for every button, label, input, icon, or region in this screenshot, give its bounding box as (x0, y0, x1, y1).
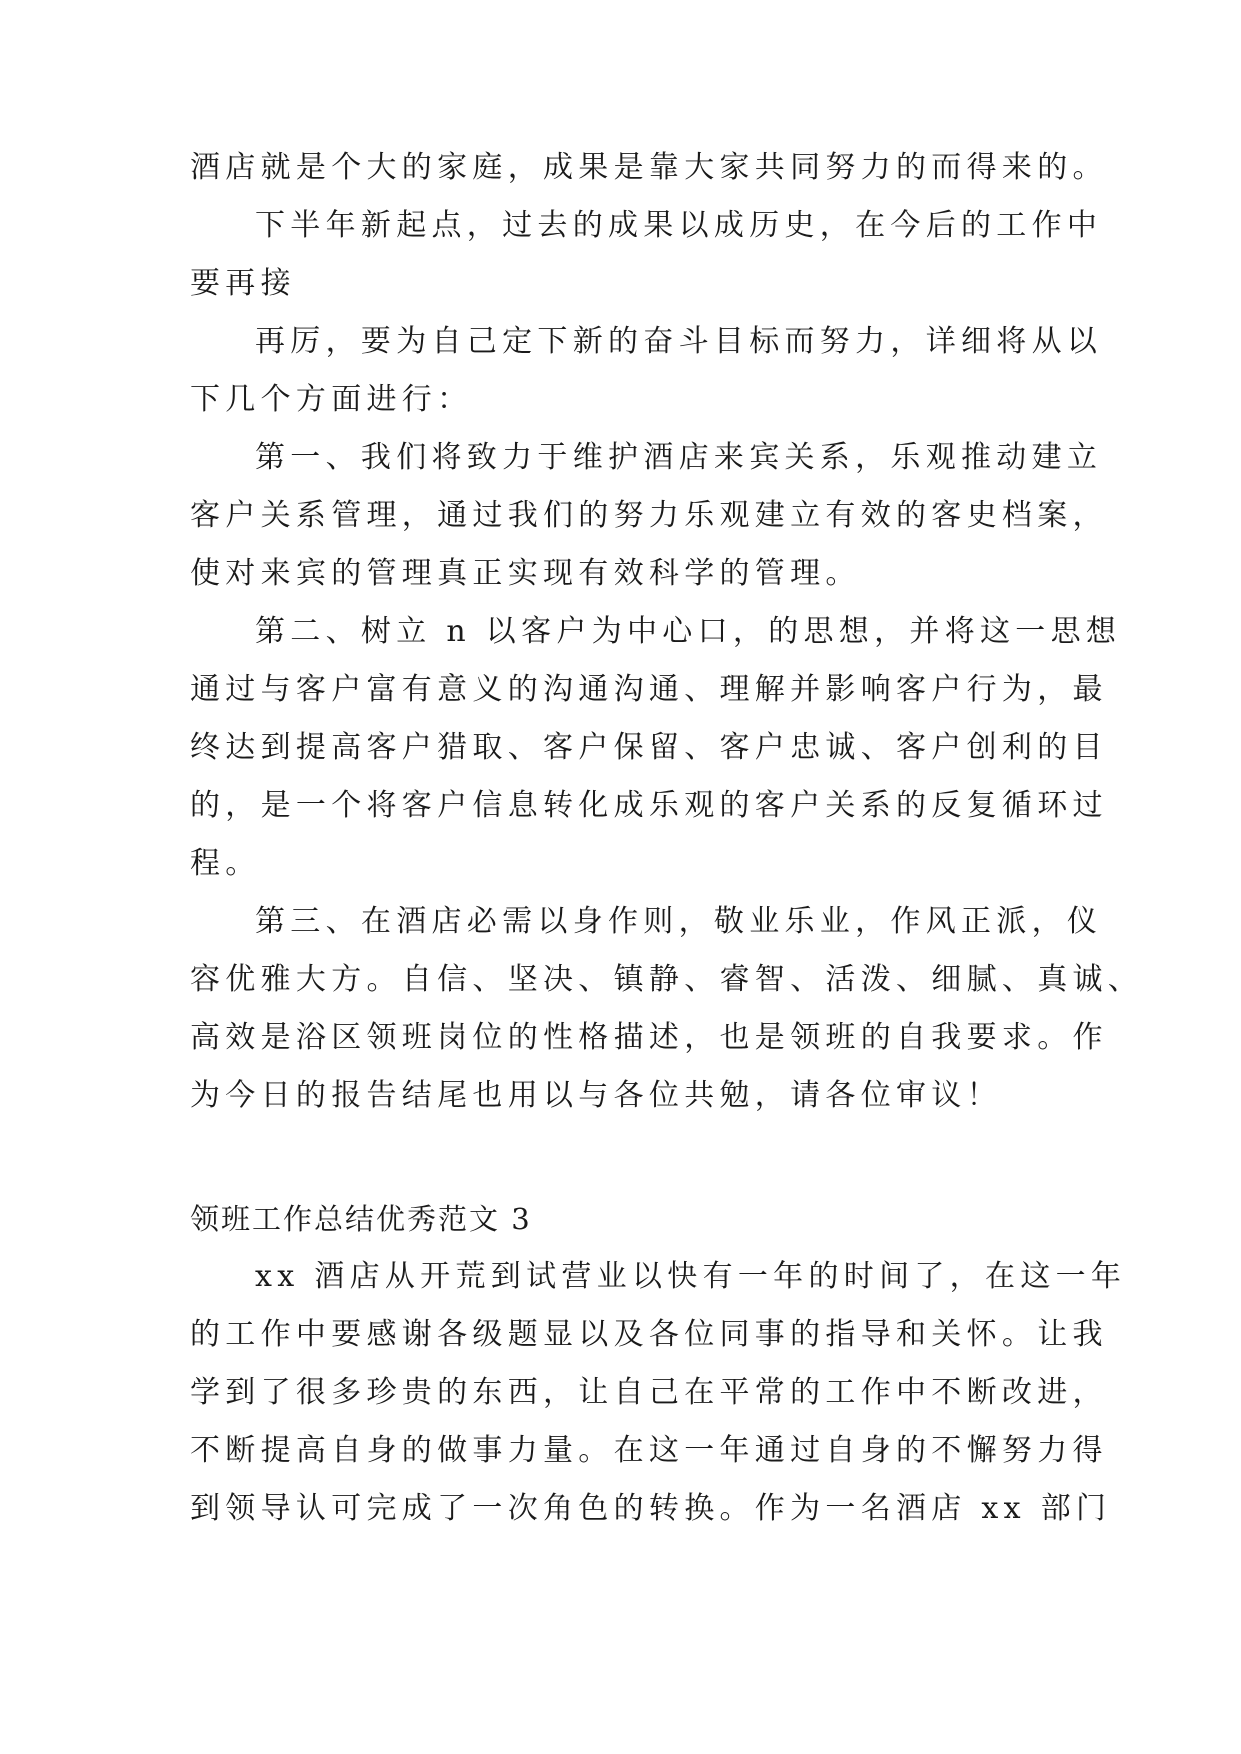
text-line: 要再接 (190, 266, 296, 301)
text-line: 酒店就是个大的家庭，成果是靠大家共同努力的而得来的。 (190, 150, 1108, 185)
text-line: 客户关系管理，通过我们的努力乐观建立有效的客史档案， (190, 498, 1108, 533)
paragraph-start-line: 再厉，要为自己定下新的奋斗目标而努力，详细将从以 (255, 324, 1103, 359)
text-line: 程。 (190, 846, 261, 881)
text-line: 的，是一个将客户信息转化成乐观的客户关系的反复循环过 (190, 788, 1108, 823)
text-line: 使对来宾的管理真正实现有效科学的管理。 (190, 556, 861, 591)
text-line: 为今日的报告结尾也用以与各位共勉，请各位审议！ (190, 1078, 1002, 1113)
text-line: 的工作中要感谢各级题显以及各位同事的指导和关怀。让我 (190, 1317, 1108, 1352)
section-heading: 领班工作总结优秀范文 3 (190, 1202, 532, 1236)
text-line: 不断提高自身的做事力量。在这一年通过自身的不懈努力得 (190, 1433, 1108, 1468)
text-line: 容优雅大方。自信、坚决、镇静、睿智、活泼、细腻、真诚、 (190, 962, 1144, 997)
text-line: 终达到提高客户猎取、客户保留、客户忠诚、客户创利的目 (190, 730, 1108, 765)
text-line: 通过与客户富有意义的沟通沟通、理解并影响客户行为，最 (190, 672, 1108, 707)
paragraph-start-line: xx 酒店从开荒到试营业以快有一年的时间了，在这一年 (255, 1259, 1127, 1294)
paragraph-start-line: 第三、在酒店必需以身作则，敬业乐业，作风正派，仪 (255, 904, 1103, 939)
text-line: 学到了很多珍贵的东西，让自己在平常的工作中不断改进， (190, 1375, 1108, 1410)
text-line: 到领导认可完成了一次角色的转换。作为一名酒店 xx 部门 (190, 1491, 1112, 1526)
text-line: 高效是浴区领班岗位的性格描述，也是领班的自我要求。作 (190, 1020, 1108, 1055)
paragraph-start-line: 第二、树立 n 以客户为中心口，的思想，并将这一思想 (255, 614, 1122, 649)
paragraph-start-line: 下半年新起点，过去的成果以成历史，在今后的工作中 (255, 208, 1103, 243)
text-line: 下几个方面进行： (190, 382, 473, 417)
paragraph-start-line: 第一、我们将致力于维护酒店来宾关系，乐观推动建立 (255, 440, 1103, 475)
